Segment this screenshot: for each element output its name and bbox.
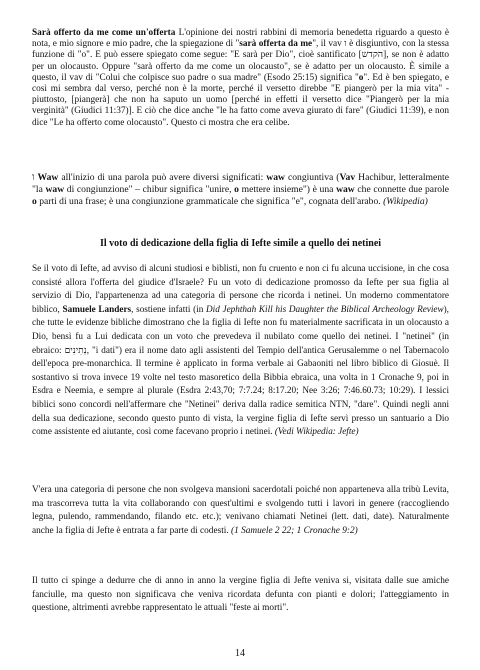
text-run: ". Ed è ben spiegato, e così mi sembra dal verso, perché non è la morte, perché il versetto direbbe "E piangerò per la mia vita" - piuttosto, [piangerà] che non ha saputo un uomo [perché in effetti il versetto dice "Piangerò per la mia verginità" (Giudici 11:37)]. E ciò che dice anche "le ha fatto come aveva giurato di fare" (Giudici 11:39), e non dice "Le ha offerto come olocausto". Questo ci mostra che era celibe. <box>32 72 449 128</box>
bold-phrase: Sarà offerto da me come un'offerta <box>32 28 176 38</box>
paragraph-netinei-category <box>32 484 449 538</box>
text-run: L'opinione dei nostri rabbini di memoria benedetta riguardo a questo è nota, e mio signore e mio padre, che la spiegazione di " <box>32 28 449 50</box>
citation: (Wikipedia) <box>383 196 428 208</box>
text-run: ", il vav ו è disgiuntivo, con la stessa funzione di "o". E può essere spiegato come segue: "E sarà per Dio", cioè santificato [הקדש], se non è adatto per un olocausto. Oppure "sarà offerto da me come un olocausto", se è adatto per un olocausto. È simile a questo, il vav di "Colui che colpisce suo padre o sua madre" (Esodo 25:15) significa " <box>32 39 450 83</box>
bold-term: Vav <box>339 172 356 183</box>
bold-term: o <box>234 184 239 196</box>
bold-term: waw <box>336 184 355 196</box>
text-run: di congiunzione" – chibur significa "unire, <box>64 184 235 196</box>
author-name: Samuele Landers <box>62 303 132 314</box>
paragraph-waw-definition <box>32 172 449 209</box>
bold-phrase: sarà offerta da me <box>239 39 313 50</box>
text-run: , sostiene infatti (in <box>131 303 207 314</box>
text-run: Hachibur, letteralmente "la <box>32 172 449 196</box>
bold-term: o <box>32 196 37 208</box>
text-run: ), che tutte le evidenze bibliche dimostrano che la figlia di Iefte non fu materialmente sacrificata in un olocausto a Dio, bensì fu a Lui dedicata con un voto che prevedeva il nubilato come quello dei netinei. I "netinei" (in ebraico: נְתִינִים, "i dati") era il nome dato agli assistenti del Tempio dell'antica Gerusalemme o nel Tabernacolo dell'epoca pre-monarchica. Il termine è applicato in forma verbale ai Gabaoniti nel libro biblico di Giosuè. Il sostantivo si trova invece 19 volte nel testo masoretico della Bibbia ebraica, una volta in 1 Cronache 9, poi in Esdra e Neemia, e sempre al plurale (Esdra 2:43,70; 7:7.24; 8:17.20; Nee 3:26; 7:46.60.73; 10:29). I lessici biblici sono concordi nell'affermare che "Netinei" deriva dalla radice semitica NTN, "dare". Quindi negli anni della sua dedicazione, secondo questo punto di vista, la vergine figlia di Iefte servì presso un santuario a Dio come assistente ed aiutante, così come facevano proprio i netinei. <box>32 303 449 437</box>
bold-term: Waw <box>37 172 59 183</box>
citation: (Vedi Wikipedia: Jefte) <box>274 426 359 437</box>
bold-phrase: o <box>358 72 364 83</box>
text-run: Il tutto ci spinge a dedurre che di anno in anno la vergine figlia di Jefte veniva si, visitata dalle sue amiche fanciulle, ma questo non significava che veniva ricordata defunta con pianti e dolori; l'atteggiamento in questione, altrimenti avrebbe rappresentato le attuali "feste ai morti". <box>32 576 449 614</box>
text-run: che connette due parole <box>354 184 449 196</box>
citation: (1 Samuele 2 22; 1 Cronache 9:2) <box>231 525 358 536</box>
hebrew-letter: ו <box>32 172 38 183</box>
page-number: 14 <box>235 648 245 659</box>
text-run: Se il voto di Iefte, ad avviso di alcuni studiosi e biblisti, non fu cruento e non ci fu alcuna uccisione, in che cosa consisté allora l'offerta del giudice d'Israele? Fu un voto di dedicazione promosso da Iefte per sua figlia al servizio di Dio, l'appartenenza ad una categoria di persone che ricorda i netinei. Un moderno commentatore biblico, <box>32 263 449 314</box>
text-run: congiuntiva ( <box>284 172 340 183</box>
section-heading: Il voto di dedicazione della figlia di Iefte simile a quello dei netinei <box>99 238 382 249</box>
paragraph-conclusion <box>32 575 449 616</box>
bold-term: waw <box>45 184 65 196</box>
paragraph-netinei-vow <box>32 262 449 439</box>
text-run: mettere insieme") è una <box>238 184 337 196</box>
text-run: V'era una categoria di persone che non svolgeva mansioni sacerdotali poiché non apparteneva alla tribù Levita, ma trascorreva tutta la vita collaborando con quest'ultimi e svolgendo tutti i lavori in genere (raccogliendo legna, pulendo, rammendando, filando etc. etc.); venivano chiamati Netinei (lett. dati, date). Naturalmente anche la figlia di Jefte è entrata a far parte di codesti. <box>32 485 449 536</box>
article-title: Did Jephthah Kill his Daughter the Biblical Archeology Review <box>206 303 444 314</box>
paragraph-rabbinic-opinion <box>32 28 449 129</box>
text-run: all'inizio di una parola può avere diversi significati: <box>58 172 267 183</box>
bold-term: waw <box>266 172 285 183</box>
text-run: parti di una frase; è una congiunzione grammaticale che significa "e", cognata dell'arabo. <box>36 196 384 208</box>
